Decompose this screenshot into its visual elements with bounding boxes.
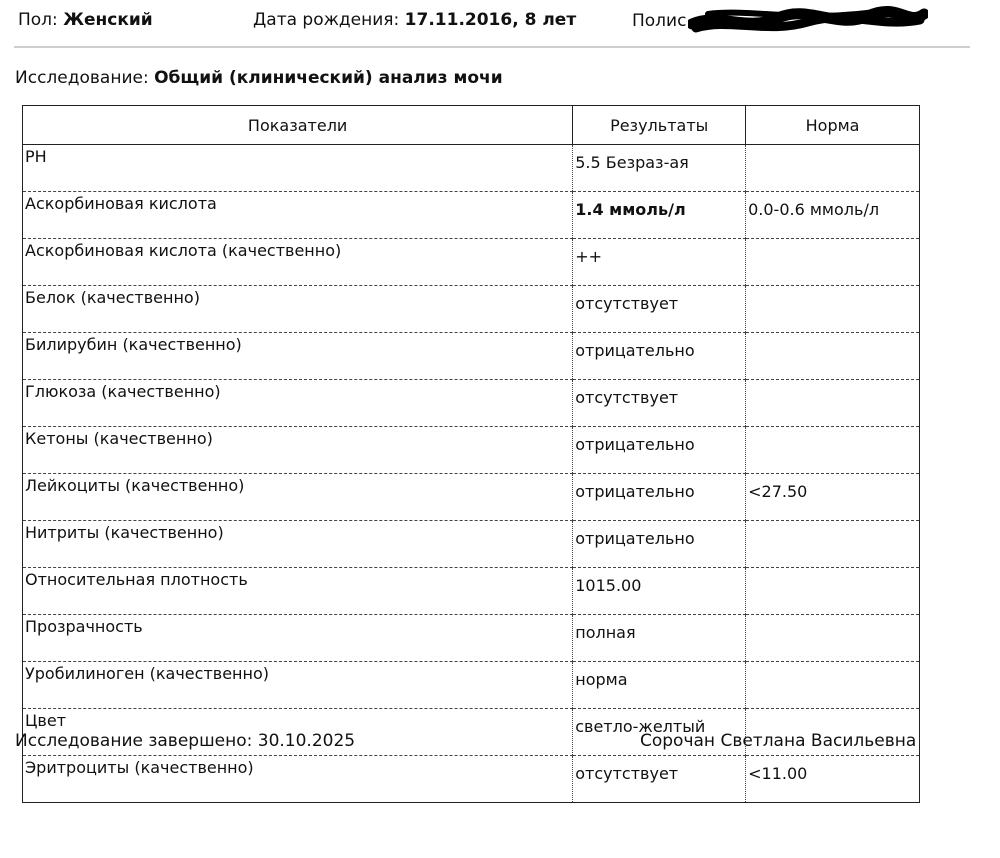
completion-info [15, 731, 355, 751]
study-label: Исследование: [15, 68, 149, 88]
birth-date-field [253, 10, 576, 34]
row-result: отсутствует [573, 756, 746, 803]
row-result: светло-желтый [573, 709, 746, 756]
row-norm [746, 662, 920, 709]
row-indicator: Аскорбиновая кислота (качественно) [23, 239, 573, 286]
table-row [23, 568, 920, 615]
gender-label: Пол: [18, 10, 58, 30]
results-table [22, 105, 920, 803]
row-result: отрицательно [573, 521, 746, 568]
row-result: 1.4 ммоль/л [573, 192, 746, 239]
birth-date-value: 17.11.2016, 8 лет [404, 10, 577, 30]
table-row [23, 615, 920, 662]
table-row [23, 521, 920, 568]
table-header-row [23, 106, 920, 145]
row-norm [746, 380, 920, 427]
table-row [23, 333, 920, 380]
birth-date-label: Дата рождения: [253, 10, 400, 30]
row-indicator: Белок (качественно) [23, 286, 573, 333]
row-result: отсутствует [573, 380, 746, 427]
row-result: норма [573, 662, 746, 709]
study-name: Общий (клинический) анализ мочи [154, 68, 503, 88]
redaction-scribble [688, 10, 928, 32]
row-result: отрицательно [573, 333, 746, 380]
row-result: 1015.00 [573, 568, 746, 615]
row-result: отсутствует [573, 286, 746, 333]
row-indicator: Кетоны (качественно) [23, 427, 573, 474]
row-indicator: Лейкоциты (качественно) [23, 474, 573, 521]
row-norm [746, 145, 920, 192]
row-norm [746, 568, 920, 615]
row-norm: <27.50 [746, 474, 920, 521]
table-row [23, 192, 920, 239]
row-norm [746, 239, 920, 286]
row-result: ++ [573, 239, 746, 286]
policy-label: Полис [632, 11, 687, 31]
table-row [23, 145, 920, 192]
row-result: полная [573, 615, 746, 662]
row-indicator: PH [23, 145, 573, 192]
table-row [23, 427, 920, 474]
header-result: Результаты [573, 106, 746, 145]
row-indicator: Цвет [23, 709, 573, 756]
header-indicator: Показатели [23, 106, 573, 145]
row-indicator: Уробилиноген (качественно) [23, 662, 573, 709]
row-indicator: Эритроциты (качественно) [23, 756, 573, 803]
row-indicator: Аскорбиновая кислота [23, 192, 573, 239]
gender-value: Женский [63, 10, 153, 30]
row-norm: <11.00 [746, 756, 920, 803]
header-norm: Норма [746, 106, 920, 145]
row-result: отрицательно [573, 474, 746, 521]
row-norm [746, 521, 920, 568]
row-norm [746, 333, 920, 380]
table-row [23, 756, 920, 803]
table-row [23, 239, 920, 286]
row-norm: 0.0-0.6 ммоль/л [746, 192, 920, 239]
table-row [23, 662, 920, 709]
completion-label: Исследование завершено: [15, 731, 253, 751]
row-norm [746, 615, 920, 662]
row-result: 5.5 Безраз-ая [573, 145, 746, 192]
policy-field [632, 10, 928, 34]
row-result: отрицательно [573, 427, 746, 474]
row-norm [746, 286, 920, 333]
row-indicator: Относительная плотность [23, 568, 573, 615]
row-indicator: Глюкоза (качественно) [23, 380, 573, 427]
study-title [15, 68, 503, 88]
completion-date: 30.10.2025 [257, 731, 356, 751]
table-row [23, 380, 920, 427]
row-indicator: Прозрачность [23, 615, 573, 662]
table-row [23, 474, 920, 521]
row-indicator: Билирубин (качественно) [23, 333, 573, 380]
doctor-name: Сорочан Светлана Васильевна [640, 731, 917, 751]
gender-field [18, 10, 153, 34]
row-indicator: Нитриты (качественно) [23, 521, 573, 568]
header-divider [14, 46, 970, 48]
table-row [23, 286, 920, 333]
row-norm [746, 427, 920, 474]
